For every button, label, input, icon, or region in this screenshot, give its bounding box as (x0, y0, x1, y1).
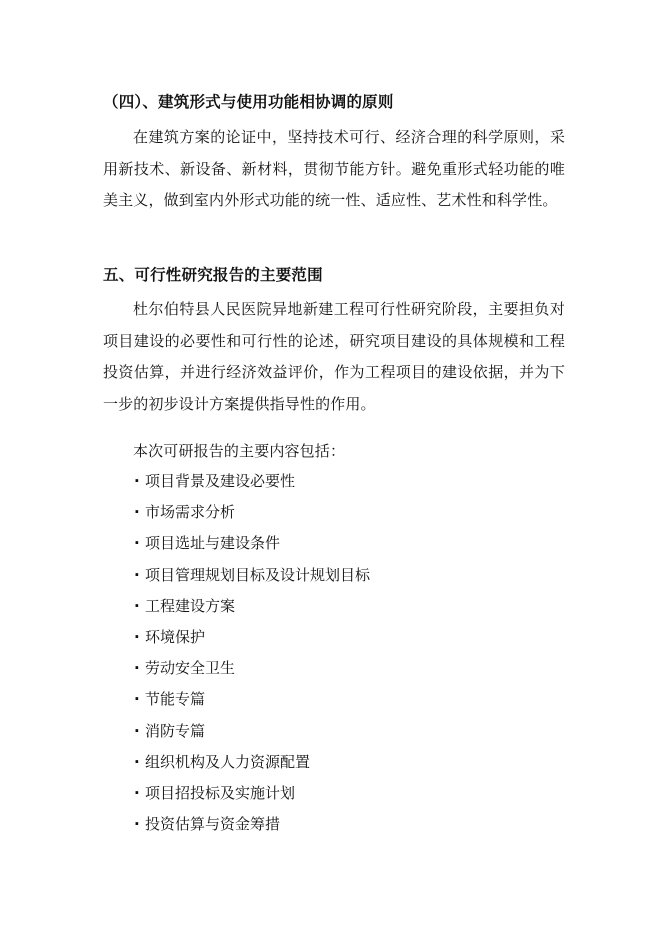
section-5-paragraph: 杜尔伯特县人民医院异地新建工程可行性研究阶段，主要担负对项目建设的必要性和可行性的论述，研究项目建设的具体规模和工程投资估算，并进行经济效益评价，作为工程项目的建设依据，并为下一步的初步设计方案提供指导性的作用。 (103, 300, 565, 413)
list-item-text: 劳动安全卫生 (145, 659, 236, 678)
bullet-icon: · (134, 690, 140, 709)
contents-list (134, 466, 370, 840)
list-item (134, 591, 370, 622)
list-item (134, 684, 370, 715)
list-item (134, 560, 370, 591)
bullet-icon: · (134, 565, 140, 584)
list-item-text: 工程建设方案 (145, 596, 236, 615)
section-4-paragraph: 在建筑方案的论证中，坚持技术可行、经济合理的科学原则，采用新技术、新设备、新材料，贯彻节能方针。避免重形式轻功能的唯美主义，做到室内外形式功能的统一性、适应性、艺术性和科学性。 (103, 128, 565, 209)
list-item (134, 778, 370, 809)
list-item-text: 投资估算与资金筹措 (145, 815, 281, 834)
list-item-text: 消防专篇 (145, 721, 206, 740)
list-item (134, 497, 370, 528)
bullet-icon: · (134, 752, 140, 771)
bullet-icon: · (134, 815, 140, 834)
list-item-text: 环境保护 (145, 627, 206, 646)
list-item (134, 653, 370, 684)
list-item-text: 项目管理规划目标及设计规划目标 (145, 565, 371, 584)
bullet-icon: · (134, 659, 140, 678)
list-item (134, 747, 370, 778)
list-item (134, 466, 370, 497)
list-item (134, 716, 370, 747)
list-item-text: 项目招投标及实施计划 (145, 783, 296, 802)
list-item-text: 组织机构及人力资源配置 (145, 752, 311, 771)
list-item-text: 市场需求分析 (145, 503, 236, 522)
contents-intro: 本次可研报告的主要内容包括： (133, 442, 346, 460)
bullet-icon: · (134, 534, 140, 553)
list-item (134, 622, 370, 653)
list-item-text: 项目背景及建设必要性 (145, 472, 296, 490)
list-item (134, 528, 370, 559)
bullet-icon: · (134, 472, 140, 490)
section-5-heading: 五、可行性研究报告的主要范围 (103, 266, 323, 284)
list-item-text: 节能专篇 (145, 690, 206, 709)
list-item (134, 809, 370, 840)
bullet-icon: · (134, 721, 140, 740)
list-item-text: 项目选址与建设条件 (145, 534, 281, 553)
bullet-icon: · (134, 783, 140, 802)
bullet-icon: · (134, 503, 140, 522)
section-4-heading: （四）、建筑形式与使用功能相协调的原则 (103, 93, 394, 111)
bullet-icon: · (134, 627, 140, 646)
bullet-icon: · (134, 596, 140, 615)
